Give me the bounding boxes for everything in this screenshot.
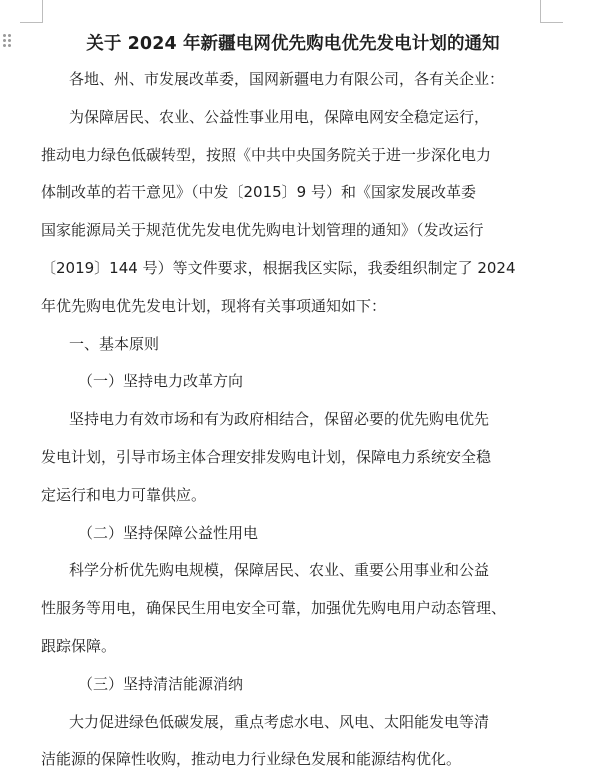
- body-line: 性服务等用电，确保民生用电安全可靠，加强优先购电用户动态管理、: [41, 599, 507, 618]
- body-line: 为保障居民、农业、公益性事业用电，保障电网安全稳定运行，: [69, 107, 490, 126]
- body-line: 科学分析优先购电规模，保障居民、农业、重要公用事业和公益: [69, 561, 490, 580]
- subsection-heading: （一）坚持电力改革方向: [78, 372, 244, 391]
- document-page: [41, 27, 545, 779]
- section-heading: 一、基本原则: [69, 334, 160, 353]
- body-line: 国家能源局关于规范优先发电优先购电计划管理的通知》（发改运行: [41, 221, 484, 240]
- page-corner-top-left: [20, 0, 43, 23]
- body-line: 洁能源的保障性收购，推动电力行业绿色发展和能源结构优化。: [41, 750, 462, 769]
- body-line: 体制改革的若干意见》（中发〔2015〕9 号）和《国家发展改革委: [41, 183, 476, 202]
- page-corner-top-right: [540, 0, 563, 23]
- body-line: 坚持电力有效市场和有为政府相结合，保留必要的优先购电优先: [69, 410, 490, 429]
- body-line: 年优先购电优先发电计划，现将有关事项通知如下：: [41, 296, 387, 315]
- body-line: 推动电力绿色低碳转型，按照《中共中央国务院关于进一步深化电力: [41, 145, 492, 164]
- body-line: 〔2019〕144 号）等文件要求，根据我区实际，我委组织制定了 2024: [41, 258, 516, 277]
- salutation-line: 各地、州、市发展改革委，国网新疆电力有限公司，各有关企业：: [69, 70, 505, 88]
- body-line: 大力促进绿色低碳发展，重点考虑水电、风电、太阳能发电等清: [69, 712, 490, 731]
- drag-handle-icon[interactable]: [3, 34, 13, 48]
- body-line: 跟踪保障。: [41, 636, 117, 655]
- body-line: 定运行和电力可靠供应。: [41, 485, 207, 504]
- subsection-heading: （二）坚持保障公益性用电: [78, 523, 259, 542]
- subsection-heading: （三）坚持清洁能源消纳: [78, 674, 244, 693]
- document-title: 关于 2024 年新疆电网优先购电优先发电计划的通知: [86, 34, 500, 54]
- body-line: 发电计划，引导市场主体合理安排发购电计划，保障电力系统安全稳: [41, 447, 492, 466]
